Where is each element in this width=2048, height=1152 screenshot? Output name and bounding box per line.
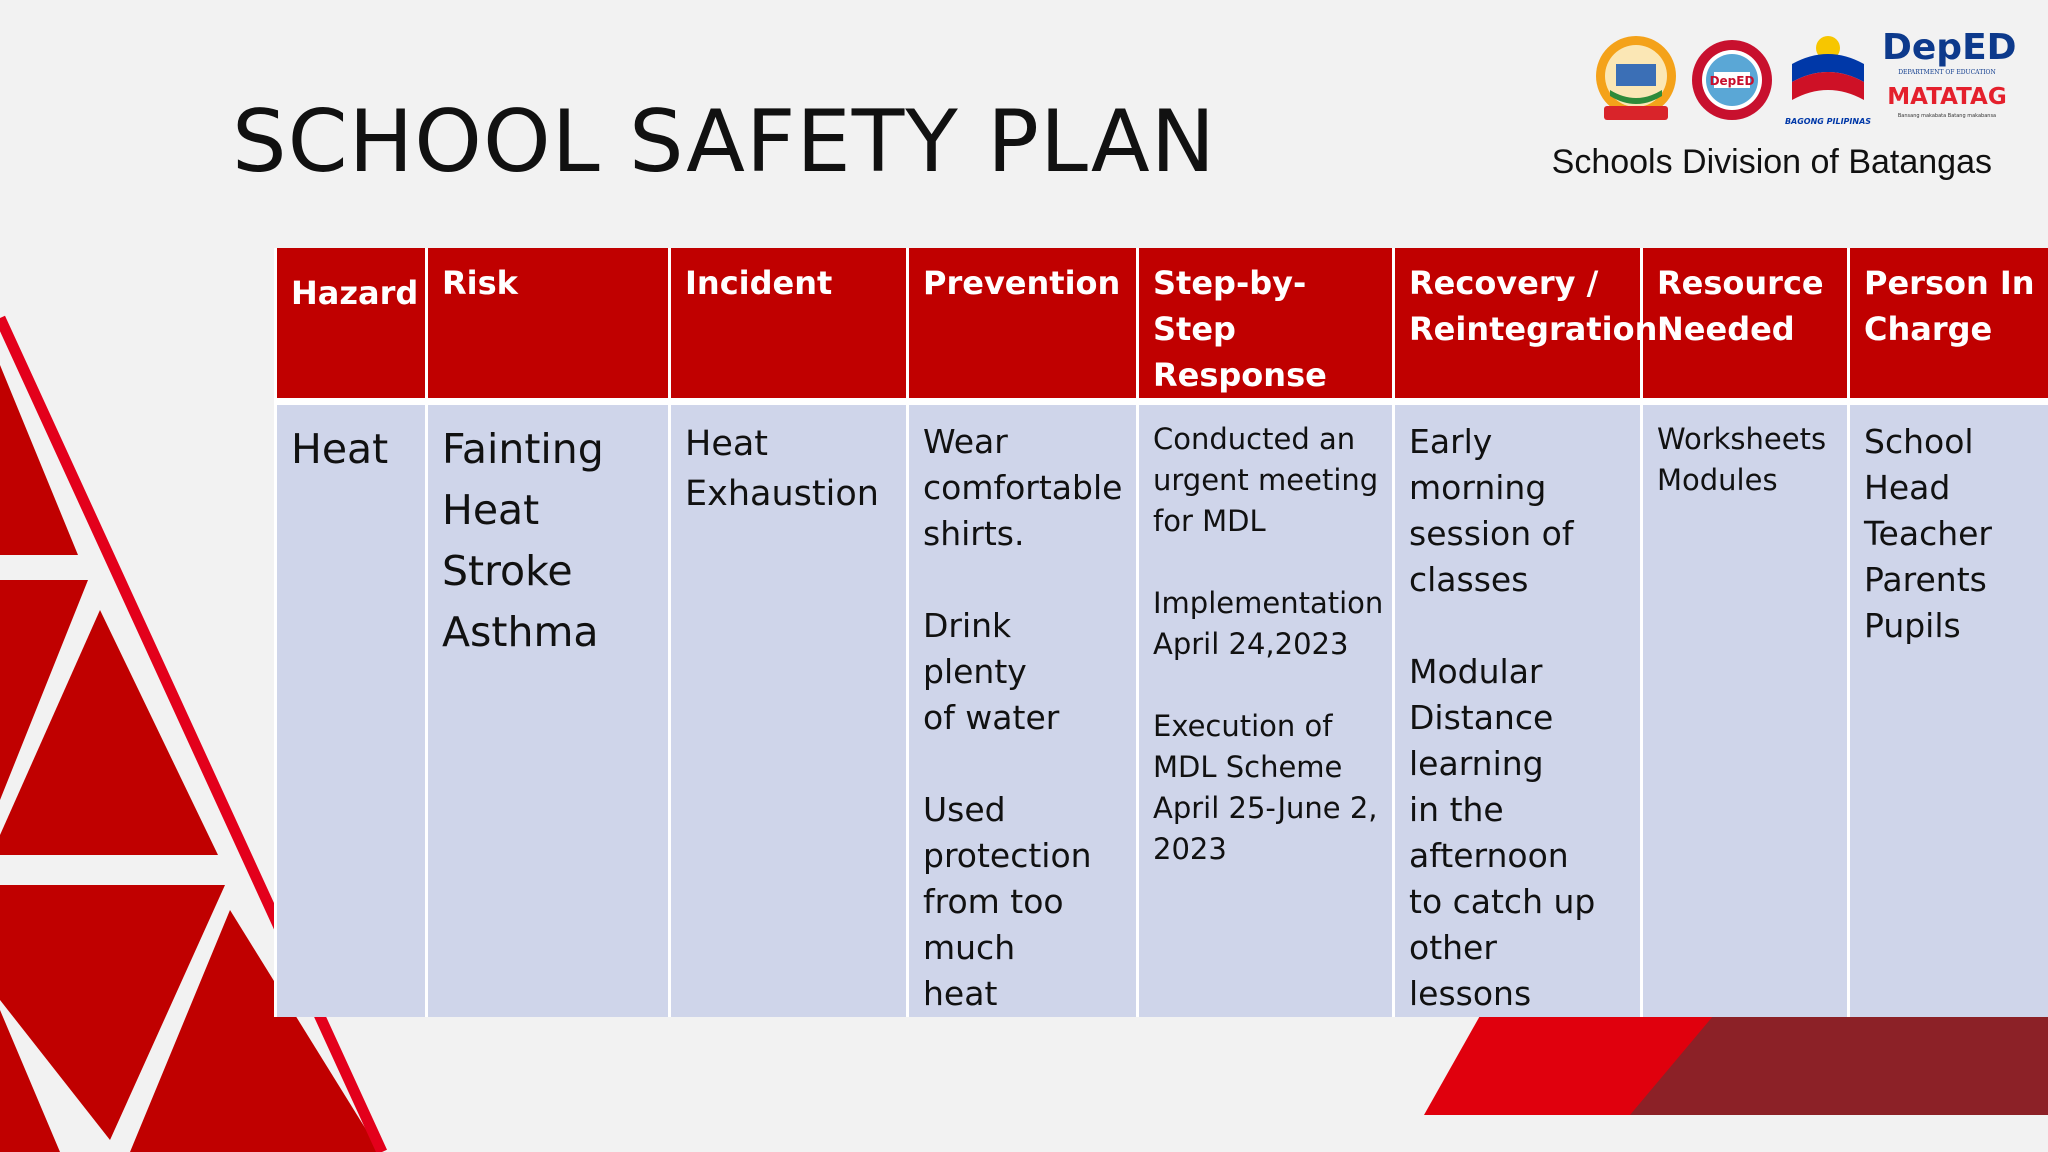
cell-line: from too bbox=[923, 882, 1064, 921]
cell-line bbox=[1153, 542, 1380, 583]
cell-person bbox=[1849, 402, 2048, 1018]
cell-line bbox=[923, 557, 1124, 603]
cell-line: Wear bbox=[923, 422, 1008, 461]
cell-line: 2023 bbox=[1153, 832, 1227, 866]
cell-line: heat bbox=[923, 974, 998, 1013]
header-risk: Risk bbox=[427, 248, 670, 402]
cell-line: Conducted an bbox=[1153, 422, 1356, 456]
table-header-row bbox=[276, 248, 2048, 402]
cell-line: Asthma bbox=[442, 608, 599, 656]
cell-line: urgent meeting bbox=[1153, 463, 1379, 497]
deped-wordmark: DepED bbox=[1882, 27, 2017, 68]
cell-incident bbox=[670, 402, 908, 1018]
cell-line: Parents bbox=[1864, 560, 1987, 599]
cell-line: Execution of bbox=[1153, 709, 1333, 743]
cell-line: Heat bbox=[442, 486, 540, 534]
cell-line bbox=[1409, 603, 1628, 649]
table-row bbox=[276, 402, 2048, 1018]
division-name: Schools Division of Batangas bbox=[1551, 143, 1992, 181]
cell-line: Distance bbox=[1409, 698, 1554, 737]
cell-line: of water bbox=[923, 698, 1060, 737]
header-person: Person In Charge bbox=[1849, 248, 2048, 402]
cell-line: shirts. bbox=[923, 514, 1025, 553]
cell-line: session of bbox=[1409, 514, 1574, 553]
cell-line: other bbox=[1409, 928, 1497, 967]
cell-line: Fainting bbox=[442, 425, 604, 473]
cell-line: Worksheets bbox=[1657, 422, 1827, 456]
cell-line: Modules bbox=[1657, 463, 1778, 497]
cell-risk bbox=[427, 402, 670, 1018]
header-prevention: Prevention bbox=[908, 248, 1138, 402]
cell-hazard bbox=[276, 402, 427, 1018]
cell-line: Stroke bbox=[442, 547, 573, 595]
cell-line: Pupils bbox=[1864, 606, 1961, 645]
cell-line: School bbox=[1864, 422, 1974, 461]
cell-line: in the bbox=[1409, 790, 1504, 829]
cell-line: protection bbox=[923, 836, 1092, 875]
cell-line: for MDL bbox=[1153, 504, 1266, 538]
deped-subtitle: DEPARTMENT OF EDUCATION bbox=[1898, 69, 1996, 76]
cell-line: Used bbox=[923, 790, 1006, 829]
cell-line: April 24,2023 bbox=[1153, 627, 1349, 661]
cell-line: Exhaustion bbox=[685, 474, 879, 514]
cell-line: Early morning bbox=[1409, 422, 1547, 507]
cell-line: Modular bbox=[1409, 652, 1543, 691]
cell-line: learning bbox=[1409, 744, 1544, 783]
header-resource: Resource Needed bbox=[1642, 248, 1849, 402]
seal-label: DepED bbox=[1709, 74, 1755, 88]
header-incident: Incident bbox=[670, 248, 908, 402]
header-hazard: Hazard bbox=[276, 248, 427, 402]
header-response: Step-by- Step Response bbox=[1138, 248, 1394, 402]
cell-response bbox=[1138, 402, 1394, 1018]
safety-plan-table bbox=[274, 248, 2048, 1017]
cell-line bbox=[923, 741, 1124, 787]
cell-line: much bbox=[923, 928, 1016, 967]
deped-matatag-logo bbox=[1882, 27, 2017, 121]
cell-prevention bbox=[908, 402, 1138, 1018]
cell-line: afternoon bbox=[1409, 836, 1569, 875]
cell-line: Heat bbox=[685, 424, 769, 464]
matatag-wordmark: MATATAG bbox=[1887, 84, 2007, 110]
cell-line: to catch up bbox=[1409, 882, 1596, 921]
cell-line: classes bbox=[1409, 560, 1529, 599]
bagong-pilipinas-icon bbox=[1782, 30, 1874, 128]
cell-line: Teacher bbox=[1864, 514, 1993, 553]
logo-group bbox=[1590, 27, 2017, 143]
page-title: SCHOOL SAFETY PLAN bbox=[232, 92, 1217, 192]
cell-line: comfortable bbox=[923, 468, 1123, 507]
cell-line: Head bbox=[1864, 468, 1951, 507]
deped-seal-icon bbox=[1690, 38, 1774, 122]
cell-recovery bbox=[1394, 402, 1642, 1018]
cell-line: Drink plenty bbox=[923, 606, 1027, 691]
division-seal-icon bbox=[1590, 32, 1682, 128]
cell-line: Heat bbox=[291, 425, 389, 473]
header-recovery: Recovery / Reintegration bbox=[1394, 248, 1642, 402]
bagong-pilipinas-label: BAGONG PILIPINAS bbox=[1784, 117, 1872, 126]
cell-resource bbox=[1642, 402, 1849, 1018]
matatag-tagline: Bansang makabata Batang makabansa bbox=[1897, 113, 1997, 119]
cell-line: MDL Scheme bbox=[1153, 750, 1343, 784]
cell-line: lessons bbox=[1409, 974, 1532, 1013]
cell-line: April 25-June 2, bbox=[1153, 791, 1378, 825]
cell-line: Implementation bbox=[1153, 586, 1384, 620]
cell-line bbox=[1153, 665, 1380, 706]
